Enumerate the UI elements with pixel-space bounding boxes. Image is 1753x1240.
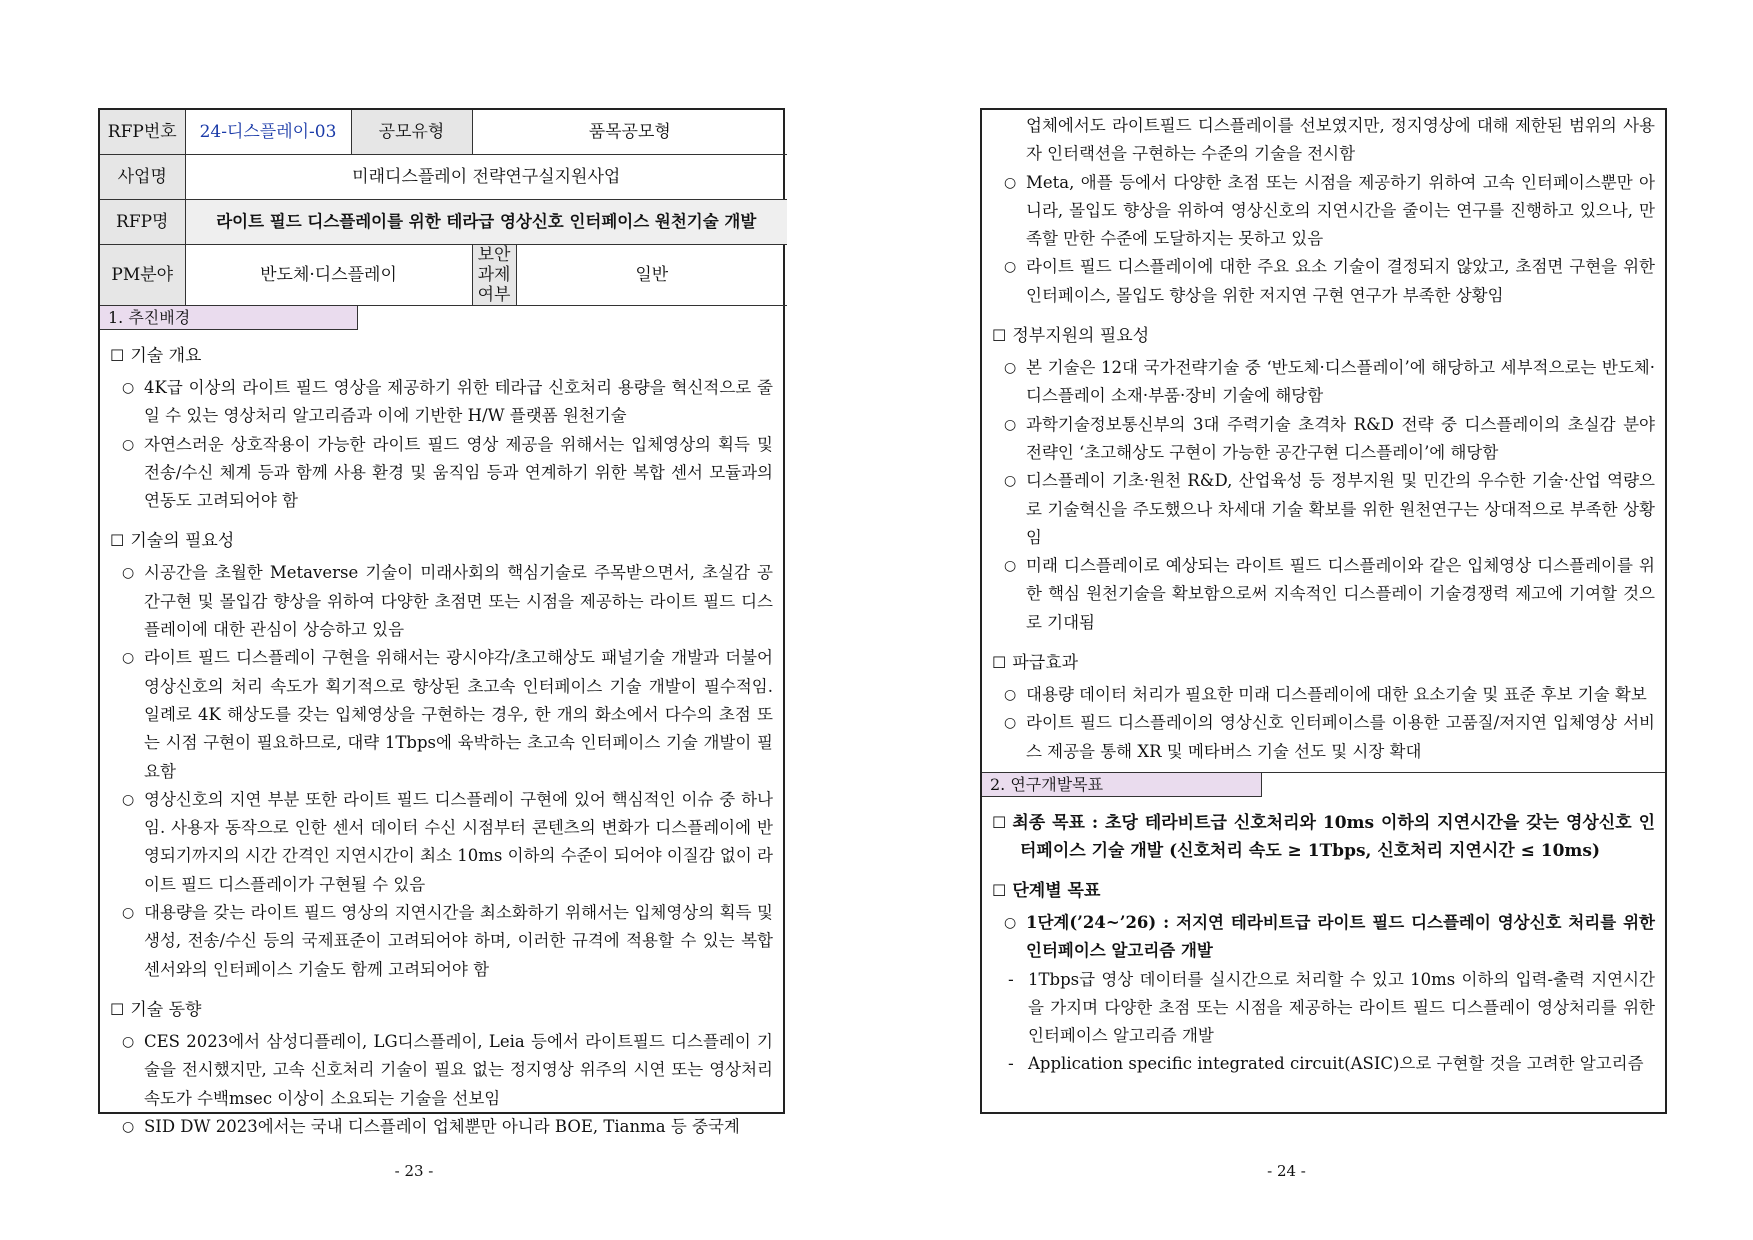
section-2-title: 2. 연구개발목표: [982, 773, 1262, 797]
circle-bullet-icon: ○: [1004, 473, 1017, 490]
checkbox-square-icon: ☐: [992, 812, 1007, 832]
checkbox-square-icon: ☐: [992, 653, 1007, 673]
circle-bullet-icon: ○: [1004, 259, 1017, 276]
block-necessity: [100, 527, 783, 983]
heading-necessity: ☐ 기술의 필요성: [110, 531, 235, 552]
circle-bullet-icon: ○: [1004, 715, 1017, 732]
list-item: ○ 본 기술은 12대 국가전략기술 중 ‘반도체·디스플레이’에 해당하고 세부적으로는 반도체·디스플레이 소재·부품·장비 기술에 해당함: [982, 354, 1665, 411]
dash-bullet-icon: -: [1008, 969, 1014, 989]
list-item: ○ 4K급 이상의 라이트 필드 영상을 제공하기 위한 테라급 신호처리 용량을 혁신적으로 줄일 수 있는 영상처리 알고리즘과 이에 기반한 H/W 플랫폼 원천기술: [100, 374, 783, 431]
list-item: ○ 과학기술정보통신부의 3대 주력기술 초격차 R&D 전략 중 디스플레이의 초실감 분야 전략인 ‘초고해상도 구현이 가능한 공간구현 디스플레이’에 해당함: [982, 411, 1665, 468]
list-item: ○ 자연스러운 상호작용이 가능한 라이트 필드 영상 제공을 위해서는 입체영상의 획득 및 전송/수신 체계 등과 함께 사용 환경 및 움직임 등과 연계하기 위한 복합 센서 모듈과의 연동도 고려되어야 함: [100, 431, 783, 516]
list-item: - 1Tbps급 영상 데이터를 실시간으로 처리할 수 있고 10ms 이하의 입력-출력 지연시간을 가지며 다양한 초점 또는 시점을 제공하는 라이트 필드 디스플레이 영상처리를 위한 인터페이스 알고리즘 개발: [982, 966, 1665, 1051]
circle-bullet-icon: ○: [1004, 360, 1017, 377]
block-gov-support: [982, 322, 1665, 637]
list-item: ○ Meta, 애플 등에서 다양한 초점 또는 시점을 제공하기 위하여 고속 인터페이스뿐만 아니라, 몰입도 향상을 위하여 영상신호의 지연시간을 줄이는 연구를 진행하고 있으나, 만족할 만한 수준에 도달하지는 못하고 있음: [982, 169, 1665, 254]
list-item: - Application specific integrated circuit(ASIC)으로 구현할 것을 고려한 알고리즘: [982, 1050, 1665, 1078]
circle-bullet-icon: ○: [122, 1033, 135, 1050]
rfp-frame-left: [98, 108, 785, 1136]
section-1-title: 1. 추진배경: [100, 306, 358, 330]
stage-heading: ☐ 단계별 목표: [992, 880, 1101, 901]
page-number: - 24 -: [1267, 1162, 1306, 1180]
circle-bullet-icon: ○: [122, 791, 135, 808]
list-item: ○ 라이트 필드 디스플레이의 영상신호 인터페이스를 이용한 고품질/저지연 입체영상 서비스 제공을 통해 XR 및 메타버스 기술 선도 및 시장 확대: [982, 709, 1665, 766]
rfp-meta-table: [100, 110, 787, 306]
final-goal: ☐ 최종 목표 : 초당 테라비트급 신호처리와 10ms 이하의 지연시간을 갖는 영상신호 인터페이스 기술 개발 (신호처리 속도 ≥ 1Tbps, 신호처리 지연시간 ≤ 10ms): [992, 812, 1655, 861]
checkbox-square-icon: ☐: [992, 326, 1007, 346]
list-item: ○ 영상신호의 지연 부분 또한 라이트 필드 디스플레이 구현에 있어 핵심적인 이슈 중 하나임. 사용자 동작으로 인한 센서 데이터 수신 시점부터 콘텐츠의 변화가 디스플레이에 반영되기까지의 시간 간격인 지연시간이 최소 10ms 이하의 수준이 되어야 이질감 없이 라이트 필드 디스플레이가 구현될 수 있음: [100, 786, 783, 899]
security-value: 일반: [516, 245, 787, 306]
circle-bullet-icon: ○: [1004, 558, 1017, 575]
circle-bullet-icon: ○: [122, 565, 135, 582]
page-23: [0, 0, 876, 1240]
rfp-name-value: 라이트 필드 디스플레이를 위한 테라급 영상신호 인터페이스 원천기술 개발: [185, 200, 787, 245]
heading-overview: ☐ 기술 개요: [110, 346, 202, 366]
list-item: ○ 대용량 데이터 처리가 필요한 미래 디스플레이에 대한 요소기술 및 표준 후보 기술 확보: [982, 681, 1665, 709]
checkbox-square-icon: ☐: [992, 880, 1007, 900]
list-item: ○ 라이트 필드 디스플레이 구현을 위해서는 광시야각/초고해상도 패널기술 개발과 더불어 영상신호의 처리 속도가 획기적으로 향상된 초고속 인터페이스 기술 개발이 필수적임. 일례로 4K 해상도를 갖는 입체영상을 구현하는 경우, 한 개의 화소에서 다수의 초점 또는 시점 구현이 필요하므로, 대략 1Tbps에 육박하는 초고속 인터페이스 기술 개발이 필요함: [100, 644, 783, 785]
list-item: ○ 미래 디스플레이로 예상되는 라이트 필드 디스플레이와 같은 입체영상 디스플레이를 위한 핵심 원천기술을 확보함으로써 지속적인 디스플레이 기술경쟁력 제고에 기여할 것으로 기대됨: [982, 552, 1665, 637]
list-item: ○ 디스플레이 기초·원천 R&D, 산업육성 등 정부지원 및 민간의 우수한 기술·산업 역량으로 기술혁신을 주도했으나 차세대 기술 확보를 위한 원천연구는 상대적으로 부족한 상황임: [982, 467, 1665, 552]
stage-1-goal: ○ 1단계(’24~’26) : 저지연 테라비트급 라이트 필드 디스플레이 영상신호 처리를 위한 인터페이스 알고리즘 개발: [982, 909, 1665, 966]
checkbox-square-icon: ☐: [110, 346, 125, 365]
dash-bullet-icon: -: [1008, 1054, 1014, 1074]
list-item: ○ SID DW 2023에서는 국내 디스플레이 업체뿐만 아니라 BOE, Tianma 등 중국계: [100, 1113, 783, 1141]
circle-bullet-icon: ○: [1004, 687, 1017, 704]
checkbox-square-icon: ☐: [110, 531, 125, 551]
circle-bullet-icon: ○: [122, 650, 135, 667]
circle-bullet-icon: ○: [122, 380, 135, 396]
circle-bullet-icon: ○: [122, 905, 135, 922]
rfp-frame-right: [980, 108, 1667, 1114]
circle-bullet-icon: ○: [1004, 914, 1017, 931]
page-24: [876, 0, 1753, 1240]
circle-bullet-icon: ○: [1004, 416, 1017, 433]
list-item: ○ 대용량을 갖는 라이트 필드 영상의 지연시간을 최소화하기 위해서는 입체영상의 획득 및 생성, 전송/수신 등의 국제표준이 고려되어야 하며, 이러한 규격에 적용할 수 있는 복합 센서와의 인터페이스 기술도 함께 고려되어야 함: [100, 899, 783, 984]
list-item: ○ 시공간을 초월한 Metaverse 기술이 미래사회의 핵심기술로 주목받으면서, 초실감 공간구현 및 몰입감 향상을 위하여 다양한 초점면 또는 시점을 제공하는 라이트 필드 디스플레이에 대한 관심이 상승하고 있음: [100, 559, 783, 644]
list-item: ○ 라이트 필드 디스플레이에 대한 주요 요소 기술이 결정되지 않았고, 초점면 구현을 위한 인터페이스, 몰입도 향상을 위한 저지연 구현 연구가 부족한 상황임: [982, 253, 1665, 310]
security-label: 보안과제 여부: [472, 245, 516, 306]
contest-type-label: 공모유형: [351, 110, 472, 155]
rfp-no-value: 24-디스플레이-03: [185, 110, 351, 155]
block-ripple-effect: [982, 649, 1665, 766]
heading-gov-support: ☐ 정부지원의 필요성: [992, 326, 1150, 347]
circle-bullet-icon: ○: [1004, 174, 1017, 191]
checkbox-square-icon: ☐: [110, 999, 125, 1019]
heading-trends: ☐ 기술 동향: [110, 999, 202, 1020]
block-overview: [100, 342, 783, 515]
rfp-no-label: RFP번호: [100, 110, 185, 155]
list-item-continued: 업체에서도 라이트필드 디스플레이를 선보였지만, 정지영상에 대해 제한된 범위의 사용자 인터랙션을 구현하는 수준의 기술을 전시함: [1026, 116, 1655, 164]
page-number: - 23 -: [394, 1162, 434, 1180]
pm-value: 반도체·디스플레이: [185, 245, 472, 306]
block-trends: [100, 996, 783, 1141]
pm-label: PM분야: [100, 245, 185, 306]
contest-type-value: 품목공모형: [472, 110, 787, 155]
circle-bullet-icon: ○: [122, 1118, 135, 1135]
circle-bullet-icon: ○: [122, 436, 135, 453]
rfp-name-label: RFP명: [100, 200, 185, 245]
heading-ripple-effect: ☐ 파급효과: [992, 653, 1079, 674]
project-label: 사업명: [100, 155, 185, 200]
list-item: ○ CES 2023에서 삼성디플레이, LG디스플레이, Leia 등에서 라이트필드 디스플레이 기술을 전시했지만, 고속 신호처리 기술이 필요 없는 정지영상 위주의 시연 또는 영상처리 속도가 수백msec 이상이 소요되는 기술을 선보임: [100, 1028, 783, 1113]
project-value: 미래디스플레이 전략연구실지원사업: [185, 155, 787, 200]
